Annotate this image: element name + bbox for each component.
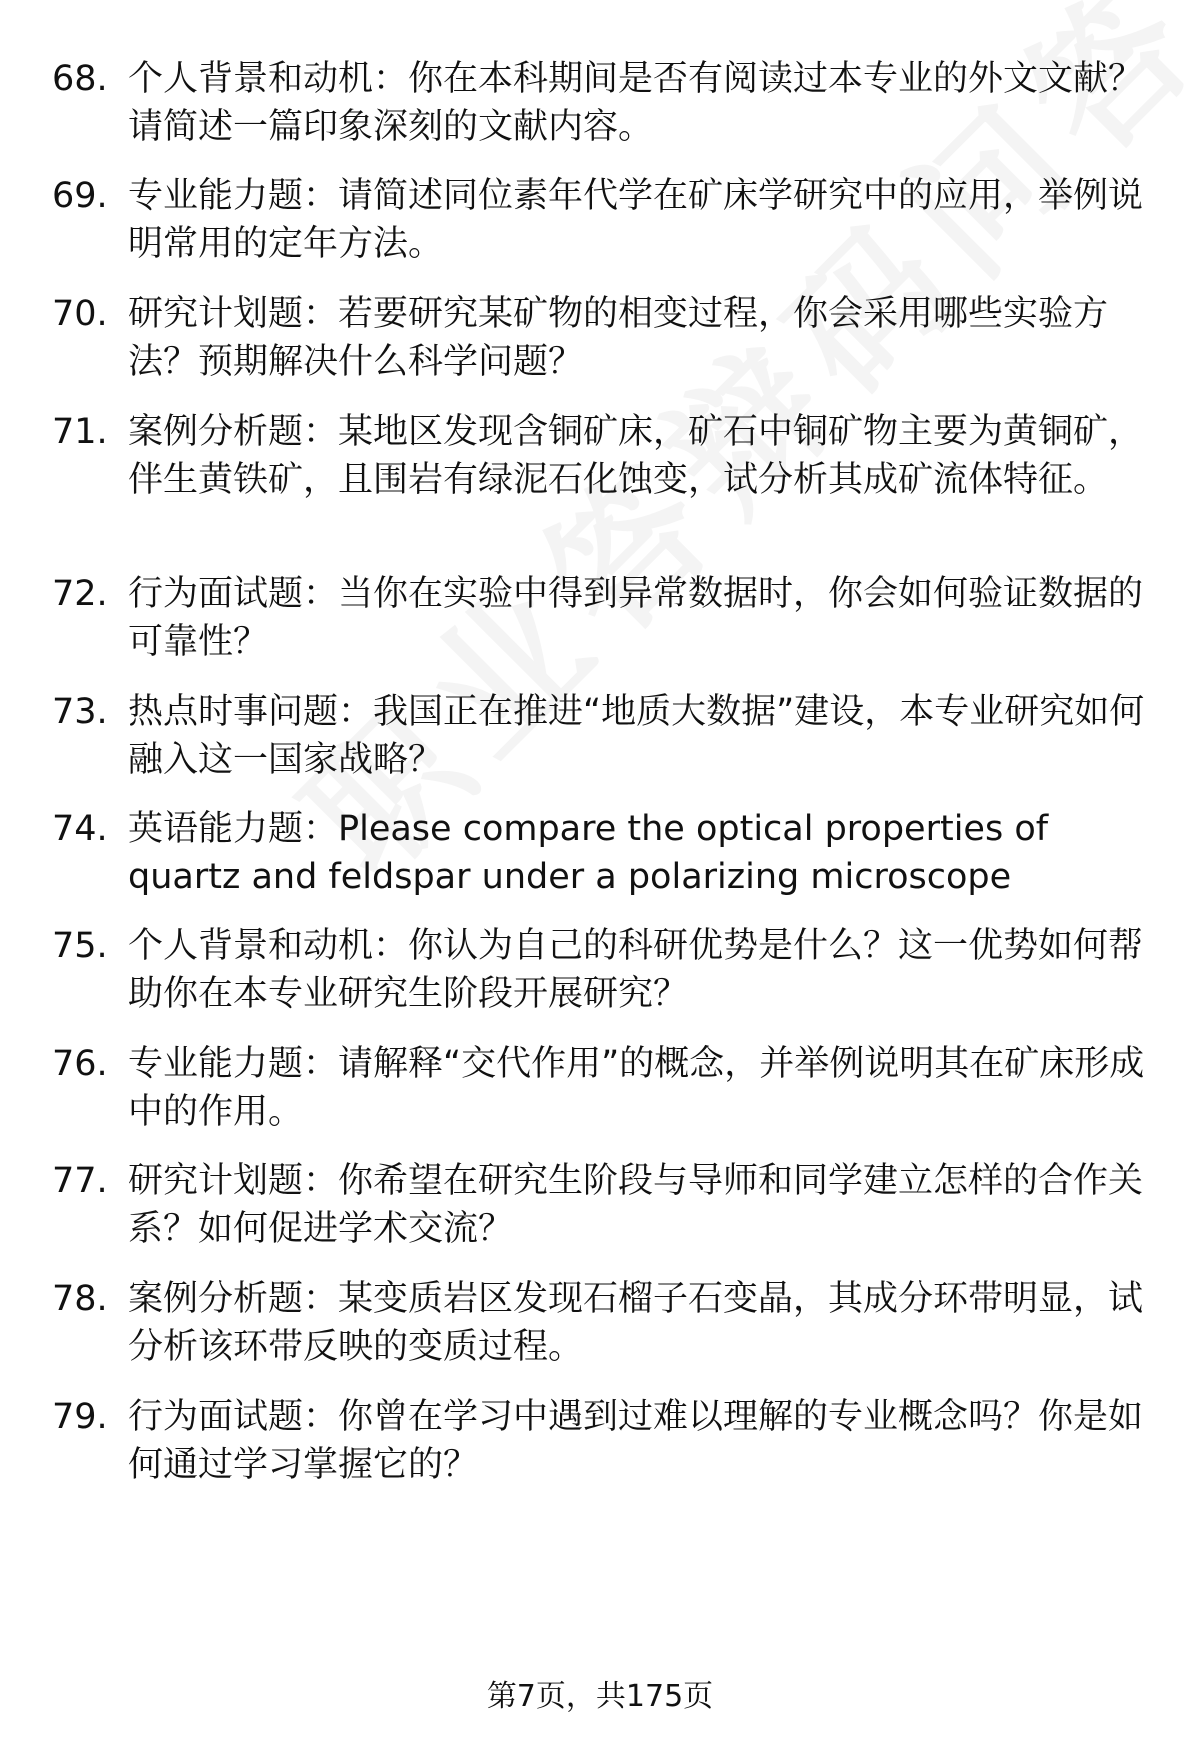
question-text: 个人背景和动机：你认为自己的科研优势是什么？这一优势如何帮助你在本专业研究生阶段开展研究？: [128, 926, 1144, 1014]
question-number: 70.: [52, 294, 108, 334]
question-text: 行为面试题：你曾在学习中遇到过难以理解的专业概念吗？你是如何通过学习掌握它的？: [128, 1397, 1144, 1485]
question-text: 研究计划题：若要研究某矿物的相变过程，你会采用哪些实验方法？预期解决什么科学问题？: [128, 294, 1109, 382]
page-number-footer: 第7页，共175页: [486, 1679, 714, 1714]
question-text: 案例分析题：某地区发现含铜矿床，矿石中铜矿物主要为黄铜矿，伴生黄铁矿，且围岩有绿泥石化蚀变，试分析其成矿流体特征。: [128, 412, 1144, 500]
question-number: 75.: [52, 926, 108, 966]
question-number: 72.: [52, 574, 108, 614]
question-text: 专业能力题：请简述同位素年代学在矿床学研究中的应用，举例说明常用的定年方法。: [128, 176, 1144, 264]
question-number: 77.: [52, 1161, 108, 1201]
question-text: 研究计划题：你希望在研究生阶段与导师和同学建立怎样的合作关系？如何促进学术交流？: [128, 1161, 1144, 1249]
question-text: 个人背景和动机：你在本科期间是否有阅读过本专业的外文文献？请简述一篇印象深刻的文献内容。: [128, 59, 1144, 147]
question-number: 73.: [52, 692, 108, 732]
question-number: 78.: [52, 1279, 108, 1319]
question-text: 英语能力题：Please compare the optical properties of quartz and feldspar under a polarizing microscope: [128, 809, 1049, 897]
question-number: 68.: [52, 59, 108, 99]
question-number: 71.: [52, 412, 108, 452]
question-text: 案例分析题：某变质岩区发现石榴子石变晶，其成分环带明显，试分析该环带反映的变质过程。: [128, 1279, 1144, 1367]
question-number: 76.: [52, 1044, 108, 1084]
question-text: 专业能力题：请解释“交代作用”的概念，并举例说明其在矿床形成中的作用。: [128, 1044, 1145, 1132]
question-text: 行为面试题：当你在实验中得到异常数据时，你会如何验证数据的可靠性？: [128, 574, 1144, 662]
question-number: 69.: [52, 176, 108, 216]
question-text: 热点时事问题：我国正在推进“地质大数据”建设，本专业研究如何融入这一国家战略？: [128, 692, 1145, 780]
question-number: 79.: [52, 1397, 108, 1437]
question-number: 74.: [52, 809, 108, 849]
